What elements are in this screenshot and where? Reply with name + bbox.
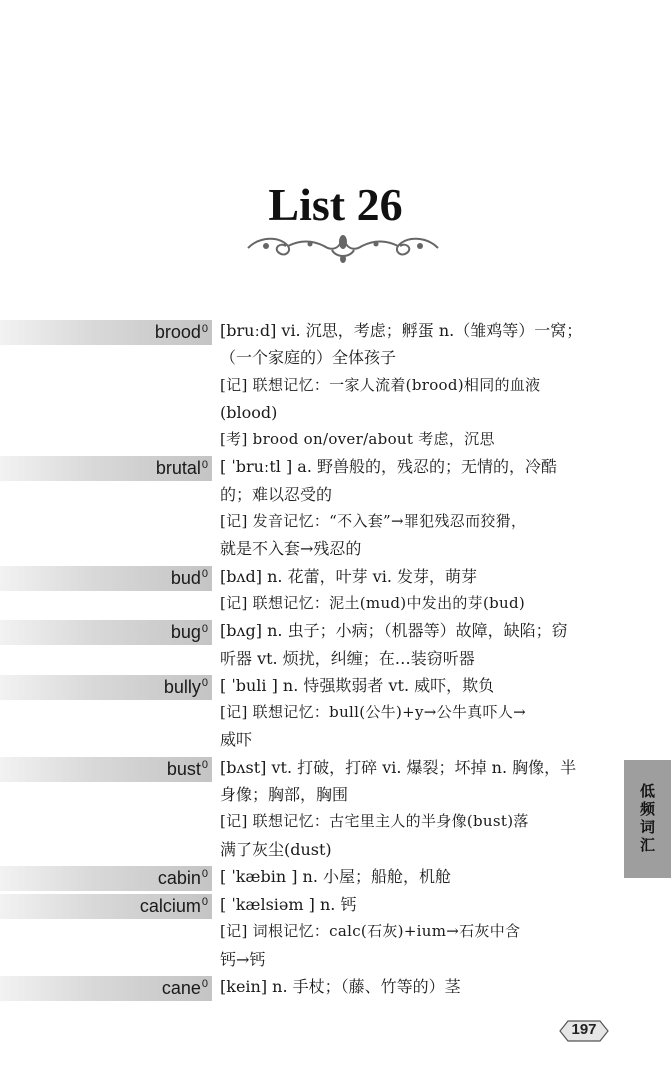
- definition-line: [ ˈkælsiəm ] n. 钙: [220, 894, 357, 914]
- word-entry: [0, 453, 671, 562]
- headword-column: [0, 973, 212, 1001]
- word-entry: [0, 754, 671, 863]
- word-entry: [0, 563, 671, 618]
- definition-line: [bʌd] n. 花蕾，叶芽 vi. 发芽，萌芽: [220, 566, 477, 586]
- frequency-mark: 0: [201, 896, 208, 909]
- word-entry: [0, 891, 671, 973]
- headword: calcium: [139, 895, 201, 916]
- frequency-mark: 0: [201, 759, 208, 772]
- definition-line: [记] 词根记忆：calc(石灰)+ium→石灰中含: [220, 922, 521, 941]
- headword-bar: [0, 894, 212, 919]
- definition-block: [212, 891, 671, 973]
- definition-line: 就是不入套→残忍的: [220, 539, 362, 559]
- headword: bully: [163, 676, 201, 697]
- definition-line: 身像；胸部，胸围: [220, 785, 349, 805]
- headword-column: [0, 672, 212, 700]
- frequency-mark: 0: [201, 978, 208, 991]
- definition-block: [212, 617, 671, 672]
- headword: bud: [170, 567, 201, 588]
- definition-line: [ ˈkæbin ] n. 小屋；船舱，机舱: [220, 866, 452, 886]
- frequency-mark: 0: [201, 868, 208, 881]
- definition-line: [考] brood on/over/about 考虑，沉思: [220, 430, 495, 449]
- definition-block: [212, 863, 671, 890]
- definition-line: （一个家庭的）全体孩子: [220, 348, 397, 368]
- definition-line: [记] 联想记忆：一家人流着(brood)相同的血液: [220, 375, 541, 394]
- word-entry: [0, 672, 671, 754]
- definition-block: [212, 563, 671, 618]
- definition-block: [212, 317, 671, 453]
- definition-line: [记] 联想记忆：古宅里主人的半身像(bust)落: [220, 812, 529, 831]
- definition-line: 的；难以忍受的: [220, 484, 333, 504]
- headword-column: [0, 317, 212, 345]
- frequency-mark: 0: [201, 622, 208, 635]
- headword-column: [0, 754, 212, 782]
- page-number: 197: [571, 1021, 597, 1038]
- headword-bar: [0, 976, 212, 1001]
- definition-line: [bʌst] vt. 打破，打碎 vi. 爆裂；坏掉 n. 胸像，半: [220, 757, 577, 777]
- definition-block: [212, 453, 671, 562]
- definition-line: [ ˈbuli ] n. 恃强欺弱者 vt. 威吓，欺负: [220, 675, 495, 695]
- word-entry: [0, 617, 671, 672]
- headword-bar: [0, 675, 212, 700]
- headword-bar: [0, 757, 212, 782]
- definition-line: 钙→钙: [220, 949, 266, 969]
- definition-block: [212, 672, 671, 754]
- headword: cane: [161, 977, 201, 998]
- definition-line: [bʌg] n. 虫子；小病；（机器等）故障，缺陷；窃: [220, 621, 568, 641]
- frequency-mark: 0: [201, 458, 208, 471]
- word-entry: [0, 973, 671, 1001]
- headword-bar: [0, 620, 212, 645]
- headword-column: [0, 617, 212, 645]
- headword-bar: [0, 866, 212, 891]
- headword: bug: [170, 622, 201, 643]
- decorative-flourish-icon: [240, 228, 446, 266]
- headword: cabin: [157, 867, 201, 888]
- headword-column: [0, 563, 212, 591]
- word-entry: [0, 317, 671, 453]
- frequency-mark: 0: [201, 322, 208, 335]
- headword-column: [0, 453, 212, 481]
- definition-line: (blood): [220, 402, 278, 422]
- definition-line: [记] 联想记忆：泥土(mud)中发出的芽(bud): [220, 593, 526, 612]
- headword-bar: [0, 456, 212, 481]
- headword: brutal: [155, 458, 201, 479]
- definition-line: 听器 vt. 烦扰，纠缠；在…装窃听器: [220, 648, 475, 668]
- definition-line: [bruːd] vi. 沉思，考虑；孵蛋 n.（雏鸡等）一窝；: [220, 321, 583, 340]
- headword-bar: [0, 320, 212, 345]
- word-list: [0, 317, 671, 1001]
- page-number-badge: [558, 1016, 610, 1046]
- headword-column: [0, 891, 212, 919]
- headword: bust: [166, 758, 201, 779]
- definition-line: [记] 联想记忆：bull(公牛)+y→公牛真吓人→: [220, 703, 527, 722]
- definition-line: 威吓: [220, 730, 253, 750]
- page-title: List 26: [268, 179, 403, 230]
- definition-line: [kein] n. 手杖；（藤、竹等的）茎: [220, 976, 461, 996]
- definition-line: 满了灰尘(dust): [220, 839, 332, 859]
- frequency-mark: 0: [201, 568, 208, 581]
- headword-bar: [0, 566, 212, 591]
- definition-line: [ ˈbruːtl ] a. 野兽般的，残忍的；无情的，冷酷: [220, 457, 557, 477]
- word-entry: [0, 863, 671, 891]
- definition-line: [记] 发音记忆：“不入套”→罪犯残忍而狡猾，: [220, 512, 527, 531]
- definition-block: [212, 973, 671, 1000]
- frequency-mark: 0: [201, 677, 208, 690]
- definition-block: [212, 754, 671, 863]
- section-tab: 低频词汇: [624, 760, 671, 878]
- headword: brood: [154, 322, 201, 342]
- headword-column: [0, 863, 212, 891]
